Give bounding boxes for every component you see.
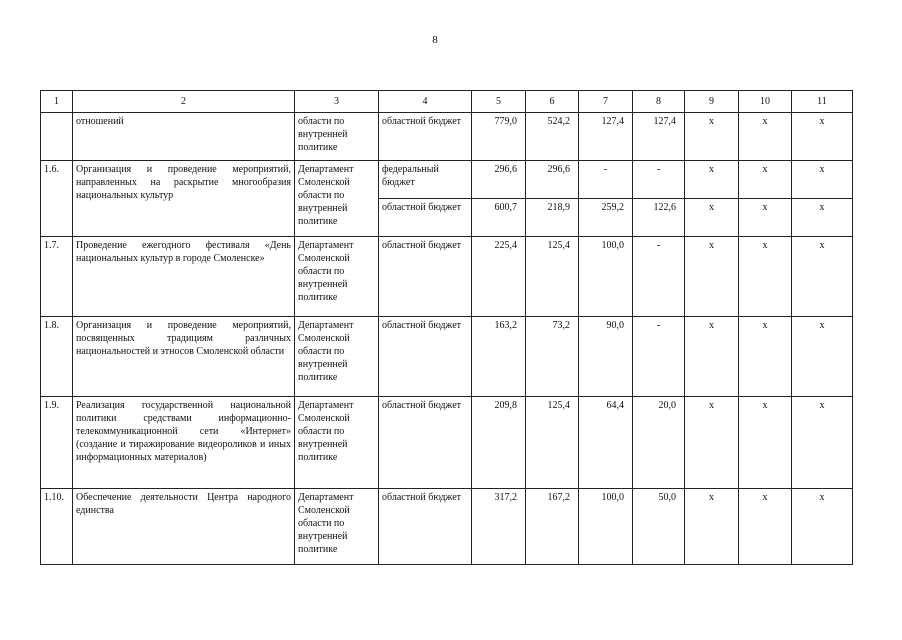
header-cell-7: 7: [579, 91, 633, 113]
header-cell-3: 3: [295, 91, 379, 113]
value-col-6: 218,9: [526, 199, 579, 237]
value-col-7: 100,0: [579, 489, 633, 565]
value-col-11: х: [792, 317, 853, 397]
funding-source: областной бюджет: [379, 489, 472, 565]
value-col-8: 127,4: [633, 113, 685, 161]
funding-source: областной бюджет: [379, 199, 472, 237]
row-number: 1.8.: [41, 317, 73, 397]
value-col-11: х: [792, 161, 853, 199]
value-col-5: 296,6: [472, 161, 526, 199]
value-col-11: х: [792, 237, 853, 317]
value-col-7: 100,0: [579, 237, 633, 317]
funding-source: федеральный бюджет: [379, 161, 472, 199]
value-col-10: х: [739, 317, 792, 397]
value-col-5: 163,2: [472, 317, 526, 397]
value-col-11: х: [792, 489, 853, 565]
activity-name: Реализация государственной национальной политики средствами информационно-телекоммуникационной сети «Интернет» (создание и тиражирование видеороликов и иных информационных материалов): [73, 397, 295, 489]
value-col-11: х: [792, 113, 853, 161]
executor: Департамент Смоленской области по внутренней политике: [295, 489, 379, 565]
header-cell-5: 5: [472, 91, 526, 113]
value-col-8: -: [633, 317, 685, 397]
executor: области по внутренней политике: [295, 113, 379, 161]
value-col-11: х: [792, 397, 853, 489]
executor: Департамент Смоленской области по внутренней политике: [295, 317, 379, 397]
table-row: [41, 397, 853, 489]
row-number: 1.6.: [41, 161, 73, 237]
page-number: 8: [432, 34, 438, 46]
row-number: 1.10.: [41, 489, 73, 565]
executor: Департамент Смоленской области по внутренней политике: [295, 161, 379, 237]
value-col-10: х: [739, 397, 792, 489]
value-col-7: 90,0: [579, 317, 633, 397]
header-cell-4: 4: [379, 91, 472, 113]
value-col-9: х: [685, 397, 739, 489]
value-col-8: 20,0: [633, 397, 685, 489]
value-col-8: 122,6: [633, 199, 685, 237]
value-col-9: х: [685, 199, 739, 237]
header-cell-11: 11: [792, 91, 853, 113]
table-row: [41, 489, 853, 565]
header-cell-6: 6: [526, 91, 579, 113]
value-col-9: х: [685, 317, 739, 397]
value-col-6: 125,4: [526, 237, 579, 317]
value-col-9: х: [685, 161, 739, 199]
value-col-5: 779,0: [472, 113, 526, 161]
activity-name: Организация и проведение мероприятий, посвященных традициям различных национальностей и этносов Смоленской области: [73, 317, 295, 397]
table-row: [41, 237, 853, 317]
activity-name: отношений: [73, 113, 295, 161]
funding-source: областной бюджет: [379, 237, 472, 317]
value-col-5: 600,7: [472, 199, 526, 237]
value-col-9: х: [685, 113, 739, 161]
activity-name: Проведение ежегодного фестиваля «День национальных культур в городе Смоленске»: [73, 237, 295, 317]
value-col-5: 209,8: [472, 397, 526, 489]
executor: Департамент Смоленской области по внутренней политике: [295, 397, 379, 489]
value-col-8: -: [633, 161, 685, 199]
header-cell-10: 10: [739, 91, 792, 113]
value-col-6: 524,2: [526, 113, 579, 161]
value-col-10: х: [739, 113, 792, 161]
header-cell-8: 8: [633, 91, 685, 113]
funding-source: областной бюджет: [379, 113, 472, 161]
value-col-10: х: [739, 199, 792, 237]
value-col-10: х: [739, 161, 792, 199]
value-col-7: -: [579, 161, 633, 199]
value-col-9: х: [685, 237, 739, 317]
table-header-row: [41, 91, 853, 113]
value-col-10: х: [739, 237, 792, 317]
row-number: 1.7.: [41, 237, 73, 317]
value-col-6: 296,6: [526, 161, 579, 199]
value-col-7: 64,4: [579, 397, 633, 489]
activity-name: Организация и проведение мероприятий, направленных на раскрытие многообразия национальных культур: [73, 161, 295, 237]
row-number: [41, 113, 73, 161]
header-cell-9: 9: [685, 91, 739, 113]
table-row: [41, 161, 853, 199]
header-cell-2: 2: [73, 91, 295, 113]
value-col-8: 50,0: [633, 489, 685, 565]
value-col-5: 225,4: [472, 237, 526, 317]
table-row: [41, 317, 853, 397]
value-col-6: 125,4: [526, 397, 579, 489]
value-col-5: 317,2: [472, 489, 526, 565]
row-number: 1.9.: [41, 397, 73, 489]
value-col-7: 259,2: [579, 199, 633, 237]
funding-source: областной бюджет: [379, 317, 472, 397]
value-col-6: 73,2: [526, 317, 579, 397]
budget-table: [40, 90, 853, 565]
value-col-10: х: [739, 489, 792, 565]
activity-name: Обеспечение деятельности Центра народного единства: [73, 489, 295, 565]
header-cell-1: 1: [41, 91, 73, 113]
funding-source: областной бюджет: [379, 397, 472, 489]
table-row: [41, 113, 853, 161]
value-col-6: 167,2: [526, 489, 579, 565]
value-col-9: х: [685, 489, 739, 565]
value-col-7: 127,4: [579, 113, 633, 161]
executor: Департамент Смоленской области по внутренней политике: [295, 237, 379, 317]
value-col-11: х: [792, 199, 853, 237]
value-col-8: -: [633, 237, 685, 317]
